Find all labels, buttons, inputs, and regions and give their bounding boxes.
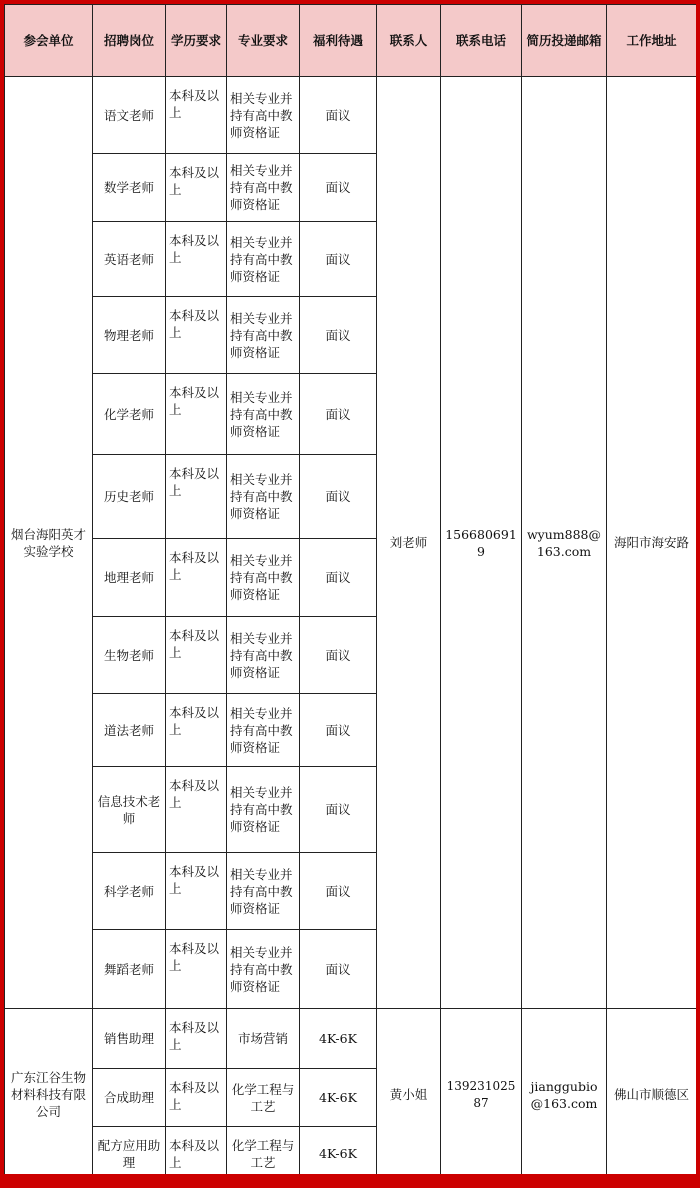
major-cell: 相关专业并持有高中教师资格证 (227, 853, 300, 930)
benefits-cell: 4K-6K (300, 1127, 377, 1181)
position-title-cell: 舞蹈老师 (93, 930, 166, 1009)
header-phone: 联系电话 (441, 5, 522, 77)
education-cell: 本科及以上 (166, 455, 227, 539)
position-title-cell: 道法老师 (93, 694, 166, 767)
benefits-cell: 面议 (300, 154, 377, 222)
benefits-cell: 面议 (300, 222, 377, 297)
address-cell: 佛山市顺德区 (607, 1009, 697, 1181)
position-title-cell: 科学老师 (93, 853, 166, 930)
email-cell: wyum888@163.com (522, 77, 607, 1009)
address-cell: 海阳市海安路 (607, 77, 697, 1009)
benefits-cell: 面议 (300, 539, 377, 617)
benefits-cell: 面议 (300, 455, 377, 539)
phone-cell: 1566806919 (441, 77, 522, 1009)
position-title-cell: 化学老师 (93, 374, 166, 455)
table-row (5, 1009, 697, 1069)
header-contact: 联系人 (377, 5, 441, 77)
header-benefits: 福利待遇 (300, 5, 377, 77)
major-cell: 化学工程与工艺 (227, 1127, 300, 1181)
education-cell: 本科及以上 (166, 222, 227, 297)
company-name-cell: 烟台海阳英才实验学校 (5, 77, 93, 1009)
education-cell: 本科及以上 (166, 539, 227, 617)
email-cell: jianggubio@163.com (522, 1009, 607, 1181)
benefits-cell: 面议 (300, 617, 377, 694)
education-cell: 本科及以上 (166, 374, 227, 455)
major-cell: 相关专业并持有高中教师资格证 (227, 222, 300, 297)
position-title-cell: 历史老师 (93, 455, 166, 539)
education-cell: 本科及以上 (166, 1009, 227, 1069)
position-title-cell: 语文老师 (93, 77, 166, 154)
contact-cell: 刘老师 (377, 77, 441, 1009)
major-cell: 相关专业并持有高中教师资格证 (227, 455, 300, 539)
education-cell: 本科及以上 (166, 930, 227, 1009)
position-title-cell: 信息技术老师 (93, 767, 166, 853)
position-title-cell: 英语老师 (93, 222, 166, 297)
education-cell: 本科及以上 (166, 297, 227, 374)
position-title-cell: 配方应用助理 (93, 1127, 166, 1181)
position-title-cell: 销售助理 (93, 1009, 166, 1069)
header-address: 工作地址 (607, 5, 697, 77)
header-email: 简历投递邮箱 (522, 5, 607, 77)
education-cell: 本科及以上 (166, 767, 227, 853)
major-cell: 相关专业并持有高中教师资格证 (227, 767, 300, 853)
contact-cell: 黄小姐 (377, 1009, 441, 1181)
header-company: 参会单位 (5, 5, 93, 77)
company-name-cell: 广东江谷生物材料科技有限公司 (5, 1009, 93, 1181)
table-header-row (5, 5, 697, 77)
header-position: 招聘岗位 (93, 5, 166, 77)
benefits-cell: 4K-6K (300, 1009, 377, 1069)
benefits-cell: 面议 (300, 694, 377, 767)
position-title-cell: 数学老师 (93, 154, 166, 222)
major-cell: 相关专业并持有高中教师资格证 (227, 374, 300, 455)
major-cell: 相关专业并持有高中教师资格证 (227, 77, 300, 154)
phone-cell: 13923102587 (441, 1009, 522, 1181)
position-title-cell: 地理老师 (93, 539, 166, 617)
education-cell: 本科及以上 (166, 1127, 227, 1181)
major-cell: 市场营销 (227, 1009, 300, 1069)
recruitment-table-frame (4, 4, 696, 1184)
major-cell: 相关专业并持有高中教师资格证 (227, 930, 300, 1009)
benefits-cell: 面议 (300, 767, 377, 853)
education-cell: 本科及以上 (166, 1069, 227, 1127)
recruitment-table (4, 4, 696, 1181)
header-education: 学历要求 (166, 5, 227, 77)
major-cell: 相关专业并持有高中教师资格证 (227, 694, 300, 767)
major-cell: 相关专业并持有高中教师资格证 (227, 297, 300, 374)
position-title-cell: 合成助理 (93, 1069, 166, 1127)
education-cell: 本科及以上 (166, 694, 227, 767)
major-cell: 相关专业并持有高中教师资格证 (227, 617, 300, 694)
major-cell: 相关专业并持有高中教师资格证 (227, 154, 300, 222)
education-cell: 本科及以上 (166, 853, 227, 930)
position-title-cell: 物理老师 (93, 297, 166, 374)
table-row (5, 77, 697, 154)
benefits-cell: 面议 (300, 853, 377, 930)
benefits-cell: 面议 (300, 930, 377, 1009)
position-title-cell: 生物老师 (93, 617, 166, 694)
header-major: 专业要求 (227, 5, 300, 77)
major-cell: 相关专业并持有高中教师资格证 (227, 539, 300, 617)
benefits-cell: 面议 (300, 77, 377, 154)
bottom-border-strip (4, 1174, 696, 1184)
education-cell: 本科及以上 (166, 617, 227, 694)
benefits-cell: 面议 (300, 374, 377, 455)
benefits-cell: 4K-6K (300, 1069, 377, 1127)
education-cell: 本科及以上 (166, 77, 227, 154)
major-cell: 化学工程与工艺 (227, 1069, 300, 1127)
education-cell: 本科及以上 (166, 154, 227, 222)
benefits-cell: 面议 (300, 297, 377, 374)
